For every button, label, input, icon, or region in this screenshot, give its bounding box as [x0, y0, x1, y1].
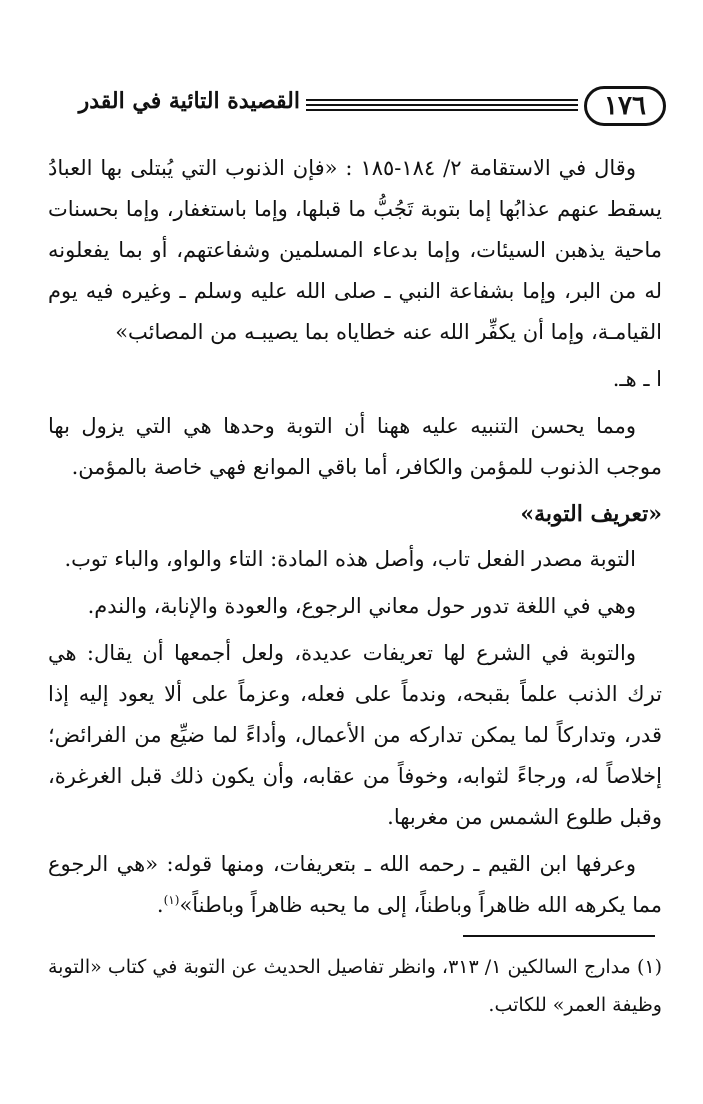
quote-end-marker: ا ـ هـ.: [612, 367, 662, 391]
paragraph-ibn-qayyim: [48, 844, 662, 926]
header-rule: [306, 99, 578, 101]
paragraph-definition-language: وهي في اللغة تدور حول معاني الرجوع، والعودة والإنابة، والندم.: [87, 594, 636, 618]
paragraph-end-dot: .: [156, 893, 164, 917]
footnote: (١) مدارج السالكين ١/ ٣١٣، وانظر تفاصيل الحديث عن التوبة في كتاب «التوبة وظيفة العمر» للكاتب.: [48, 956, 662, 1016]
body-text: [48, 148, 662, 932]
paragraph-note: ومما يحسن التنبيه عليه ههنا أن التوبة وحدها هي التي يزول بها موجب الذنوب للمؤمن والكافر، أما باقي الموانع فهي خاصة بالمؤمن.: [48, 414, 662, 479]
paragraph-definition-root: التوبة مصدر الفعل تاب، وأصل هذه المادة: التاء والواو، والباء توب.: [64, 547, 636, 571]
footnote-reference[interactable]: (١): [163, 893, 180, 907]
page-header: [38, 86, 666, 130]
footnote-separator: [463, 935, 655, 937]
section-heading: «تعريف التوبة»: [520, 501, 662, 527]
header-rule: [306, 109, 578, 111]
header-rule: [306, 104, 578, 106]
paragraph-definition-sharia: والتوبة في الشرع لها تعريفات عديدة، ولعل أجمعها أن يقال: هي ترك الذنب علماً بقبحه، وندماً على فعله، وعزماً على ألا يعود إليه إذا قدر، وتداركاً لما يمكن تداركه من الأعمال، وأداءً لما ضيِّع من الفرائض؛ إخلاصاً له، ورجاءً لثوابه، وخوفاً من عقابه، وأن يكون ذلك قبل الغرغرة، وقبل طلوع الشمس من مغربها.: [48, 641, 662, 829]
page-number: ١٧٦: [584, 86, 666, 126]
running-title: القصيدة التائية في القدر: [78, 88, 300, 114]
ibn-qayyim-text: وعرفها ابن القيم ـ رحمه الله ـ بتعريفات، ومنها قوله: «هي الرجوع مما يكرهه الله ظاهراً وباطناً، إلى ما يحبه ظاهراً وباطناً»: [48, 852, 662, 917]
paragraph-quote-istiqama: وقال في الاستقامة ٢/ ١٨٤-١٨٥ : «فإن الذنوب التي يُبتلى بها العبادُ يسقط عنهم عذابُها إما بتوبة تَجُبُّ ما قبلها، وإما باستغفار، وإما بحسنات ماحية يذهبن السيئات، وإما بدعاء المسلمين وشفاعتهم، أو بما يفعلونه له من البر، وإما بشفاعة النبي ـ صلى الله عليه وسلم ـ وغيره فيه يوم القيامـة، وإما أن يكفِّر الله عنه خطاياه بما يصيبـه من المصائب»: [48, 156, 662, 344]
